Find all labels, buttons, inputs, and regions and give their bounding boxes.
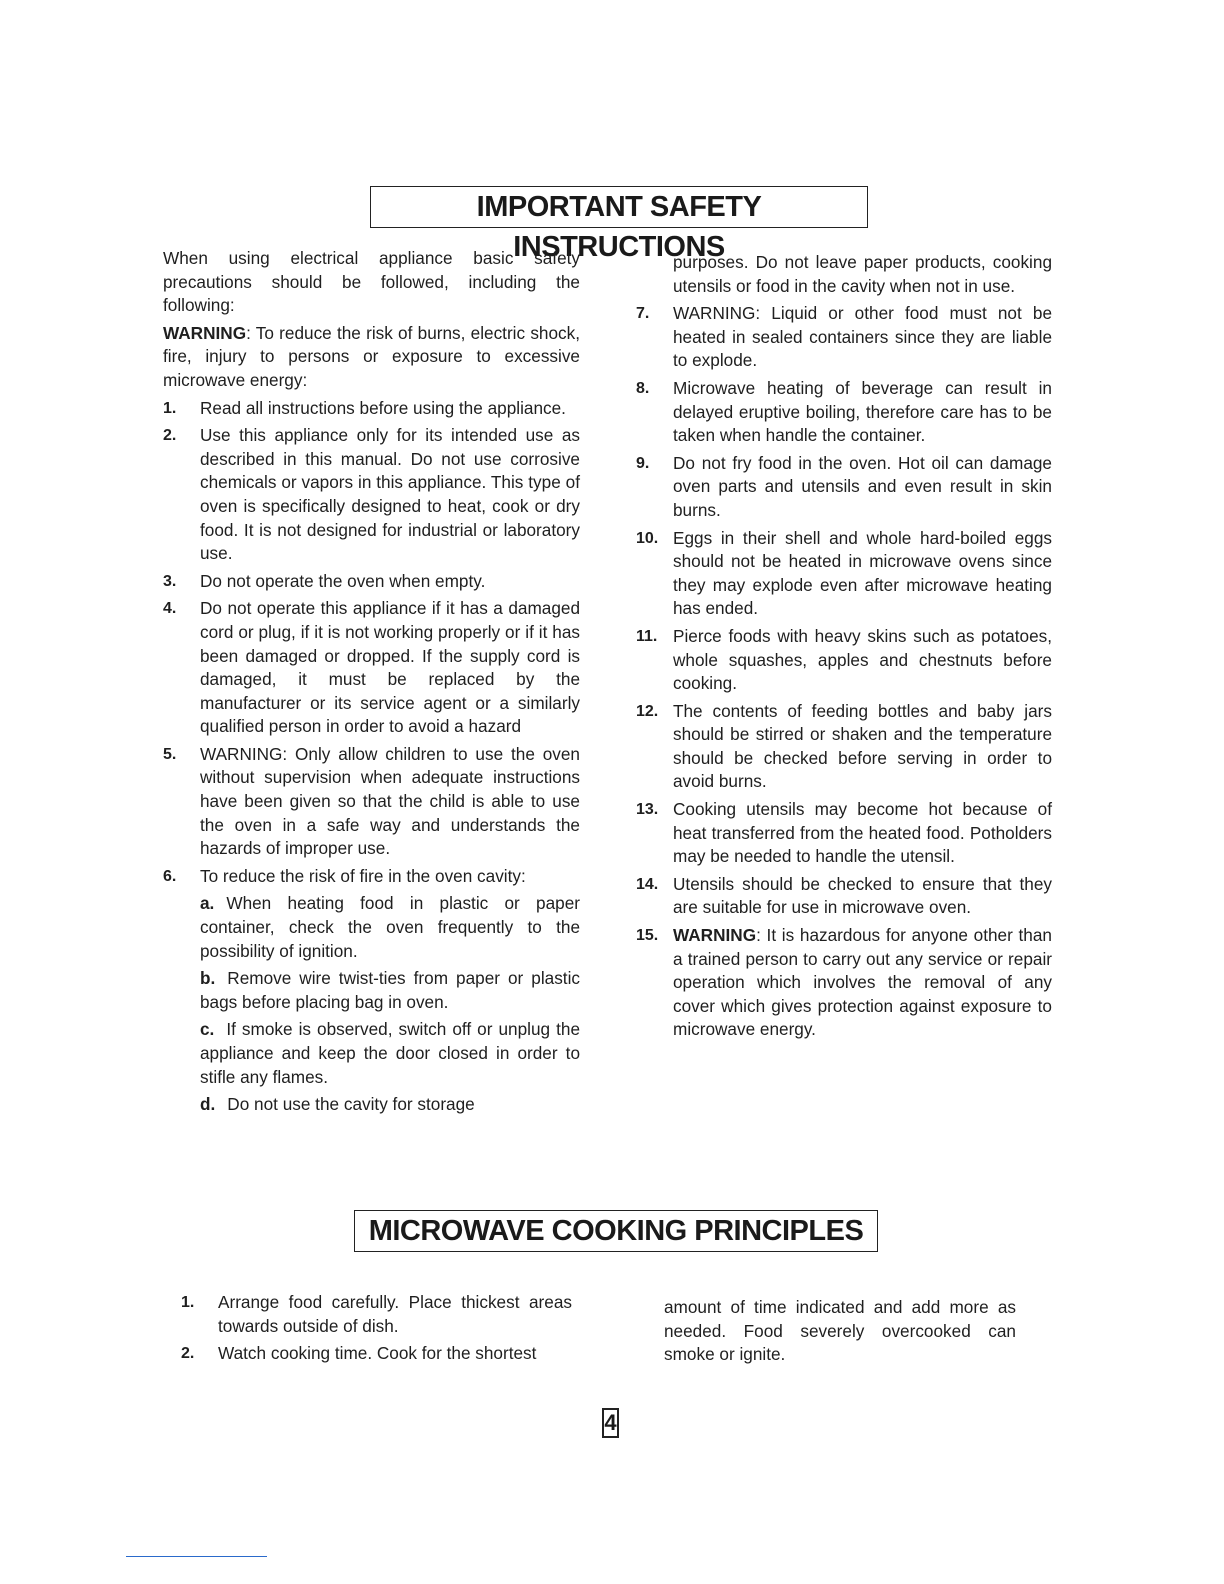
list-item xyxy=(163,570,580,594)
sub-item-letter: d. xyxy=(200,1094,216,1115)
item-number: 4. xyxy=(163,600,177,618)
footer-rule xyxy=(126,1556,267,1557)
sub-item-text: Remove wire twist-ties from paper or plastic bags before placing bag in oven. xyxy=(200,968,580,1012)
sub-item-letter: b. xyxy=(200,968,216,989)
page-number: 4 xyxy=(602,1408,619,1438)
item-text: Do not operate this appliance if it has a damaged cord or plug, if it is not working properly or if it has been damaged or dropped. If the supply cord is damaged, it must be replaced by the manufacturer or its service agent or a similarly qualified person in order to avoid a hazard xyxy=(200,598,580,737)
item-text: Watch cooking time. Cook for the shortest xyxy=(218,1343,537,1364)
sub-item xyxy=(163,892,580,963)
list-item xyxy=(163,597,580,739)
list-item xyxy=(163,397,580,421)
item-text: The contents of feeding bottles and baby jars should be stirred or shaken and the temperature should be checked before serving in order to avoid burns. xyxy=(673,700,1052,792)
item-number: 2. xyxy=(163,427,177,445)
sub-item-text: When heating food in plastic or paper container, check the oven frequently to the possibility of ignition. xyxy=(200,893,580,961)
item-number: 14. xyxy=(636,875,659,893)
list-item xyxy=(636,527,1052,621)
item-number: 9. xyxy=(636,454,650,472)
item15-warning-label: WARNING xyxy=(673,925,757,946)
item-text: WARNING: Only allow children to use the oven without supervision when adequate instructions have been given so that the child is able to use the oven in a safe way and understands the hazards of improper use. xyxy=(200,743,580,859)
warning-text: : To reduce the risk of burns, electric shock, fire, injury to persons or exposure to excessive microwave energy: xyxy=(163,322,580,390)
item-text: Eggs in their shell and whole hard-boiled eggs should not be heated in microwave ovens since they may explode even after microwave heating has ended. xyxy=(673,527,1052,619)
item-number: 1. xyxy=(163,399,177,417)
list-item xyxy=(181,1342,572,1366)
list-item xyxy=(636,798,1052,869)
list-item xyxy=(163,424,580,566)
item-text: Do not fry food in the oven. Hot oil can damage oven parts and utensils and even result in skin burns. xyxy=(673,452,1052,520)
list-item xyxy=(181,1291,572,1338)
warning-paragraph xyxy=(163,322,580,393)
item-text: Pierce foods with heavy skins such as potatoes, whole squashes, apples and chestnuts before cooking. xyxy=(673,625,1052,694)
list-item xyxy=(636,700,1052,794)
list-item xyxy=(636,377,1052,448)
sub-item xyxy=(163,967,580,1014)
list-item xyxy=(636,924,1052,1042)
item-number: 12. xyxy=(636,702,659,720)
item-number: 3. xyxy=(163,572,177,590)
item-number: 11. xyxy=(636,627,658,645)
sub-item-letter: c. xyxy=(200,1019,215,1040)
item-text: Arrange food carefully. Place thickest areas towards outside of dish. xyxy=(218,1292,572,1336)
item-number: 15. xyxy=(636,927,659,945)
item-text: Read all instructions before using the appliance. xyxy=(200,397,566,418)
item-number: 10. xyxy=(636,529,659,547)
item-text: Microwave heating of beverage can result in delayed eruptive boiling, therefore care has to be taken when handle the container. xyxy=(673,377,1052,446)
intro-paragraph: When using electrical appliance basic safety precautions should be followed, including the following: xyxy=(163,248,580,316)
item-number: 8. xyxy=(636,379,650,397)
list-item xyxy=(636,625,1052,696)
list-item xyxy=(636,302,1052,373)
principles-heading: MICROWAVE COOKING PRINCIPLES xyxy=(354,1210,878,1252)
item-text: WARNING: Liquid or other food must not be heated in sealed containers since they are liable to explode. xyxy=(673,303,1052,371)
safety-right-column xyxy=(636,251,1052,1046)
item-text: : It is hazardous for anyone other than a trained person to carry out any service or repair operation which involves the removal of any cover which gives protection against exposure to microwave energy. xyxy=(673,925,1052,1040)
principles-right-column xyxy=(664,1296,1016,1371)
list-item xyxy=(636,873,1052,920)
sub-item xyxy=(163,1018,580,1089)
sub-item-text: If smoke is observed, switch off or unplug the appliance and keep the door closed in order to stifle any flames. xyxy=(200,1019,580,1087)
item-number: 7. xyxy=(636,305,650,323)
item-text: Do not operate the oven when empty. xyxy=(200,570,486,591)
warning-label: WARNING xyxy=(163,322,247,343)
sub-item xyxy=(163,1093,580,1117)
list-item xyxy=(163,865,580,889)
item-number: 6. xyxy=(163,867,177,885)
sub-item-text: Do not use the cavity for storage xyxy=(227,1094,475,1115)
item-text: Utensils should be checked to ensure that they are suitable for use in microwave oven. xyxy=(673,873,1052,918)
item-text: Use this appliance only for its intended use as described in this manual. Do not use corrosive chemicals or vapors in this appliance. This type of oven is specifically designed to heat, cook or dry food. It is not designed for industrial or laboratory use. xyxy=(200,425,580,564)
item-text: Cooking utensils may become hot because of heat transferred from the heated food. Potholders may be needed to handle the utensil. xyxy=(673,799,1052,867)
sub-item-letter: a. xyxy=(200,893,215,914)
list-item xyxy=(163,743,580,861)
principles-left-column xyxy=(181,1291,572,1370)
item-number: 2. xyxy=(181,1345,195,1363)
continuation-text: amount of time indicated and add more as needed. Food severely overcooked can smoke or ignite. xyxy=(664,1297,1016,1365)
continuation-text: purposes. Do not leave paper products, cooking utensils or food in the cavity when not in use. xyxy=(673,252,1052,296)
item-number: 5. xyxy=(163,745,177,763)
item-text: To reduce the risk of fire in the oven cavity: xyxy=(200,865,526,886)
item-number: 13. xyxy=(636,801,659,819)
list-item xyxy=(636,452,1052,523)
safety-heading: IMPORTANT SAFETY INSTRUCTIONS xyxy=(370,186,868,228)
item-number: 1. xyxy=(181,1294,195,1311)
safety-left-column xyxy=(163,247,580,1121)
